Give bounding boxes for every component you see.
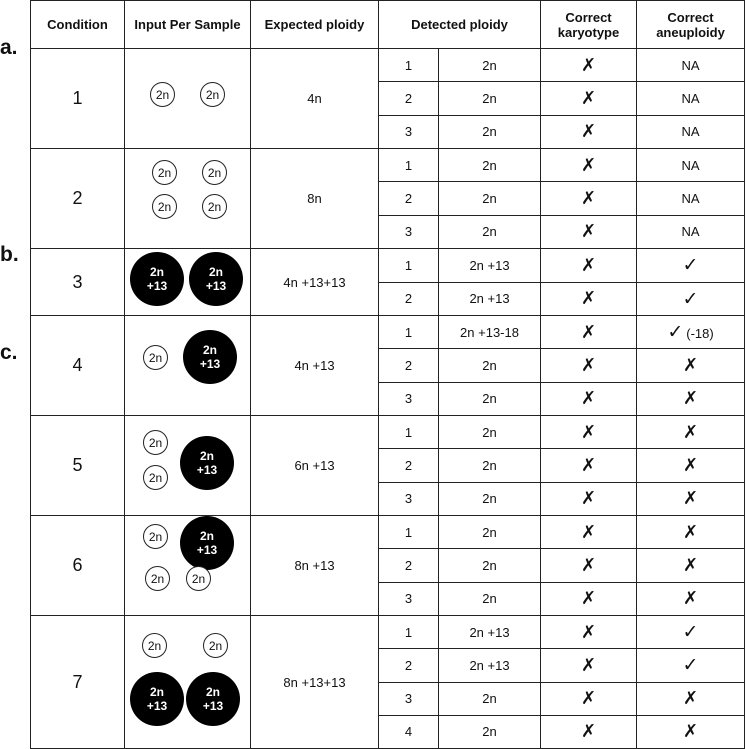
aneuploidy-cell xyxy=(637,582,745,615)
detected-ploidy: 2n xyxy=(439,215,541,248)
panel-label-c: c. xyxy=(0,341,18,364)
karyotype-cell xyxy=(541,682,637,715)
sample-number: 3 xyxy=(379,482,439,515)
condition-cell: 2 xyxy=(31,149,125,249)
detected-ploidy: 2n xyxy=(439,182,541,215)
input-diagram-cell xyxy=(125,416,251,516)
cross-icon: ✗ xyxy=(580,121,597,143)
cross-icon: ✗ xyxy=(580,421,597,443)
cross-icon: ✗ xyxy=(682,554,699,576)
cross-icon: ✗ xyxy=(580,321,597,343)
sample-number: 2 xyxy=(379,549,439,582)
karyotype-cell xyxy=(541,115,637,148)
diploid-cell: 2n xyxy=(186,566,211,591)
aneuploidy-cell xyxy=(637,349,745,382)
cell-label-top: 2n xyxy=(149,685,164,699)
cross-icon: ✗ xyxy=(682,588,699,610)
input-diagram-cell xyxy=(125,516,251,616)
cross-icon: ✗ xyxy=(580,721,597,743)
condition-cell: 5 xyxy=(31,416,125,516)
diploid-cell: 2n xyxy=(145,566,170,591)
cell-label-bottom: +13 xyxy=(196,463,218,477)
cell-diagram xyxy=(125,516,250,615)
diploid-cell: 2n xyxy=(143,465,168,490)
detected-ploidy: 2n xyxy=(439,549,541,582)
cell-label-top: 2n xyxy=(199,449,214,463)
na-text: NA xyxy=(681,224,700,240)
cross-icon: ✗ xyxy=(580,288,597,310)
aneuploidy-cell xyxy=(637,182,745,215)
trisomic-cell xyxy=(180,436,234,490)
results-table xyxy=(30,0,745,749)
input-diagram-cell xyxy=(125,149,251,249)
karyotype-cell xyxy=(541,82,637,115)
aneuploidy-cell xyxy=(637,215,745,248)
karyotype-cell xyxy=(541,215,637,248)
sample-number: 2 xyxy=(379,349,439,382)
sample-number: 1 xyxy=(379,616,439,649)
table-row xyxy=(31,49,745,82)
karyotype-cell xyxy=(541,349,637,382)
cell-label-top: 2n xyxy=(208,265,223,279)
cross-icon: ✗ xyxy=(682,421,699,443)
cell-label-top: 2n xyxy=(202,343,217,357)
cross-icon: ✗ xyxy=(580,654,597,676)
cell-diagram xyxy=(125,316,250,415)
panel-label-a: a. xyxy=(0,36,18,59)
aneuploidy-cell xyxy=(637,149,745,182)
panel-label-b: b. xyxy=(0,243,19,266)
detected-ploidy: 2n +13 xyxy=(439,616,541,649)
sample-number: 1 xyxy=(379,516,439,549)
expected-ploidy-cell: 8n xyxy=(251,149,379,249)
cross-icon: ✗ xyxy=(682,354,699,376)
karyotype-cell xyxy=(541,49,637,82)
sample-number: 2 xyxy=(379,182,439,215)
detected-ploidy: 2n +13 xyxy=(439,249,541,283)
karyotype-cell xyxy=(541,715,637,748)
na-text: NA xyxy=(681,124,700,140)
karyotype-cell xyxy=(541,249,637,283)
trisomic-cell xyxy=(183,330,237,384)
diploid-cell: 2n xyxy=(203,633,228,658)
header-input: Input Per Sample xyxy=(125,1,251,49)
diploid-cell: 2n xyxy=(152,194,177,219)
diploid-cell: 2n xyxy=(202,194,227,219)
expected-ploidy-cell: 8n +13 xyxy=(251,516,379,616)
cell-label-bottom: +13 xyxy=(199,357,221,371)
cross-icon: ✗ xyxy=(580,154,597,176)
detected-ploidy: 2n xyxy=(439,482,541,515)
aneuploidy-cell xyxy=(637,416,745,449)
aneuploidy-cell xyxy=(637,49,745,82)
aneuploidy-cell xyxy=(637,516,745,549)
condition-cell: 6 xyxy=(31,516,125,616)
cell-diagram xyxy=(125,249,250,315)
table-row xyxy=(31,249,745,283)
aneuploidy-cell xyxy=(637,682,745,715)
detected-ploidy: 2n xyxy=(439,149,541,182)
cross-icon: ✗ xyxy=(580,221,597,243)
sample-number: 2 xyxy=(379,449,439,482)
diploid-cell: 2n xyxy=(202,160,227,185)
cross-icon: ✗ xyxy=(682,688,699,710)
diploid-cell: 2n xyxy=(142,633,167,658)
condition-cell: 3 xyxy=(31,249,125,316)
sample-number: 2 xyxy=(379,82,439,115)
cross-icon: ✗ xyxy=(580,621,597,643)
detected-ploidy: 2n +13 xyxy=(439,282,541,316)
sample-number: 3 xyxy=(379,682,439,715)
aneuploidy-cell xyxy=(637,482,745,515)
karyotype-cell xyxy=(541,182,637,215)
cell-diagram xyxy=(125,616,250,748)
sample-number: 2 xyxy=(379,649,439,682)
cell-label-top: 2n xyxy=(205,685,220,699)
diploid-cell: 2n xyxy=(143,345,168,370)
sample-number: 2 xyxy=(379,282,439,316)
header-detected: Detected ploidy xyxy=(379,1,541,49)
detected-ploidy: 2n xyxy=(439,115,541,148)
cross-icon: ✗ xyxy=(580,488,597,510)
check-icon: ✓ xyxy=(682,254,699,277)
cell-label-bottom: +13 xyxy=(146,279,168,293)
header-expected: Expected ploidy xyxy=(251,1,379,49)
check-icon: ✓ xyxy=(667,321,684,344)
detected-ploidy: 2n xyxy=(439,349,541,382)
cell-label-top: 2n xyxy=(149,265,164,279)
check-icon: ✓ xyxy=(682,654,699,677)
check-icon: ✓ xyxy=(682,621,699,644)
cross-icon: ✗ xyxy=(682,454,699,476)
input-diagram-cell xyxy=(125,316,251,416)
sample-number: 1 xyxy=(379,149,439,182)
aneuploidy-cell xyxy=(637,115,745,148)
sample-number: 1 xyxy=(379,416,439,449)
sample-number: 4 xyxy=(379,715,439,748)
detected-ploidy: 2n xyxy=(439,715,541,748)
sample-number: 3 xyxy=(379,382,439,415)
aneuploidy-note: (-18) xyxy=(686,326,714,342)
detected-ploidy: 2n xyxy=(439,49,541,82)
trisomic-cell xyxy=(186,672,240,726)
condition-cell: 1 xyxy=(31,49,125,149)
aneuploidy-cell xyxy=(637,549,745,582)
na-text: NA xyxy=(681,90,700,106)
cell-label-bottom: +13 xyxy=(146,699,168,713)
expected-ploidy-cell: 8n +13+13 xyxy=(251,616,379,749)
input-diagram-cell xyxy=(125,49,251,149)
aneuploidy-cell xyxy=(637,616,745,649)
detected-ploidy: 2n xyxy=(439,449,541,482)
input-diagram-cell xyxy=(125,616,251,749)
trisomic-cell xyxy=(180,516,234,570)
na-text: NA xyxy=(681,57,700,73)
expected-ploidy-cell: 4n +13 xyxy=(251,316,379,416)
cross-icon: ✗ xyxy=(580,588,597,610)
detected-ploidy: 2n xyxy=(439,516,541,549)
na-text: NA xyxy=(681,157,700,173)
sample-number: 1 xyxy=(379,49,439,82)
detected-ploidy: 2n +13 xyxy=(439,649,541,682)
check-icon: ✓ xyxy=(682,287,699,310)
detected-ploidy: 2n xyxy=(439,682,541,715)
cross-icon: ✗ xyxy=(580,454,597,476)
diploid-cell: 2n xyxy=(152,160,177,185)
diploid-cell: 2n xyxy=(143,430,168,455)
cross-icon: ✗ xyxy=(580,187,597,209)
aneuploidy-cell xyxy=(637,82,745,115)
aneuploidy-cell xyxy=(637,249,745,283)
detected-ploidy: 2n +13-18 xyxy=(439,316,541,349)
detected-ploidy: 2n xyxy=(439,82,541,115)
cell-label-bottom: +13 xyxy=(202,699,224,713)
sample-number: 3 xyxy=(379,115,439,148)
cross-icon: ✗ xyxy=(580,87,597,109)
karyotype-cell xyxy=(541,516,637,549)
cross-icon: ✗ xyxy=(580,554,597,576)
header-aneuploidy: Correct aneuploidy xyxy=(637,1,745,49)
detected-ploidy: 2n xyxy=(439,382,541,415)
karyotype-cell xyxy=(541,482,637,515)
condition-cell: 7 xyxy=(31,616,125,749)
aneuploidy-cell xyxy=(637,316,745,349)
input-diagram-cell xyxy=(125,249,251,316)
cross-icon: ✗ xyxy=(682,388,699,410)
sample-number: 1 xyxy=(379,316,439,349)
cell-diagram xyxy=(125,49,250,148)
cross-icon: ✗ xyxy=(580,388,597,410)
cell-diagram xyxy=(125,416,250,515)
karyotype-cell xyxy=(541,549,637,582)
detected-ploidy: 2n xyxy=(439,416,541,449)
diploid-cell: 2n xyxy=(143,524,168,549)
cross-icon: ✗ xyxy=(580,254,597,276)
cross-icon: ✗ xyxy=(580,521,597,543)
cell-diagram xyxy=(125,149,250,248)
cross-icon: ✗ xyxy=(580,688,597,710)
cross-icon: ✗ xyxy=(682,521,699,543)
karyotype-cell xyxy=(541,316,637,349)
condition-cell: 4 xyxy=(31,316,125,416)
trisomic-cell xyxy=(130,252,184,306)
cross-icon: ✗ xyxy=(580,354,597,376)
sample-number: 1 xyxy=(379,249,439,283)
table-row xyxy=(31,416,745,449)
diploid-cell: 2n xyxy=(200,82,225,107)
aneuploidy-cell xyxy=(637,449,745,482)
table-row xyxy=(31,616,745,649)
karyotype-cell xyxy=(541,282,637,316)
karyotype-cell xyxy=(541,382,637,415)
trisomic-cell xyxy=(189,252,243,306)
expected-ploidy-cell: 4n xyxy=(251,49,379,149)
aneuploidy-cell xyxy=(637,382,745,415)
header-condition: Condition xyxy=(31,1,125,49)
na-text: NA xyxy=(681,190,700,206)
cross-icon: ✗ xyxy=(682,721,699,743)
karyotype-cell xyxy=(541,649,637,682)
aneuploidy-cell xyxy=(637,649,745,682)
aneuploidy-cell xyxy=(637,715,745,748)
karyotype-cell xyxy=(541,449,637,482)
karyotype-cell xyxy=(541,582,637,615)
cross-icon: ✗ xyxy=(580,54,597,76)
expected-ploidy-cell: 6n +13 xyxy=(251,416,379,516)
sample-number: 3 xyxy=(379,215,439,248)
cell-label-top: 2n xyxy=(199,529,214,543)
cell-label-bottom: +13 xyxy=(205,279,227,293)
detected-ploidy: 2n xyxy=(439,582,541,615)
header-karyotype: Correct karyotype xyxy=(541,1,637,49)
cell-label-bottom: +13 xyxy=(196,543,218,557)
trisomic-cell xyxy=(130,672,184,726)
aneuploidy-cell xyxy=(637,282,745,316)
karyotype-cell xyxy=(541,616,637,649)
table-row xyxy=(31,149,745,182)
diploid-cell: 2n xyxy=(150,82,175,107)
karyotype-cell xyxy=(541,416,637,449)
header-row xyxy=(31,1,745,49)
table-row xyxy=(31,316,745,349)
sample-number: 3 xyxy=(379,582,439,615)
cross-icon: ✗ xyxy=(682,488,699,510)
table-row xyxy=(31,516,745,549)
karyotype-cell xyxy=(541,149,637,182)
expected-ploidy-cell: 4n +13+13 xyxy=(251,249,379,316)
